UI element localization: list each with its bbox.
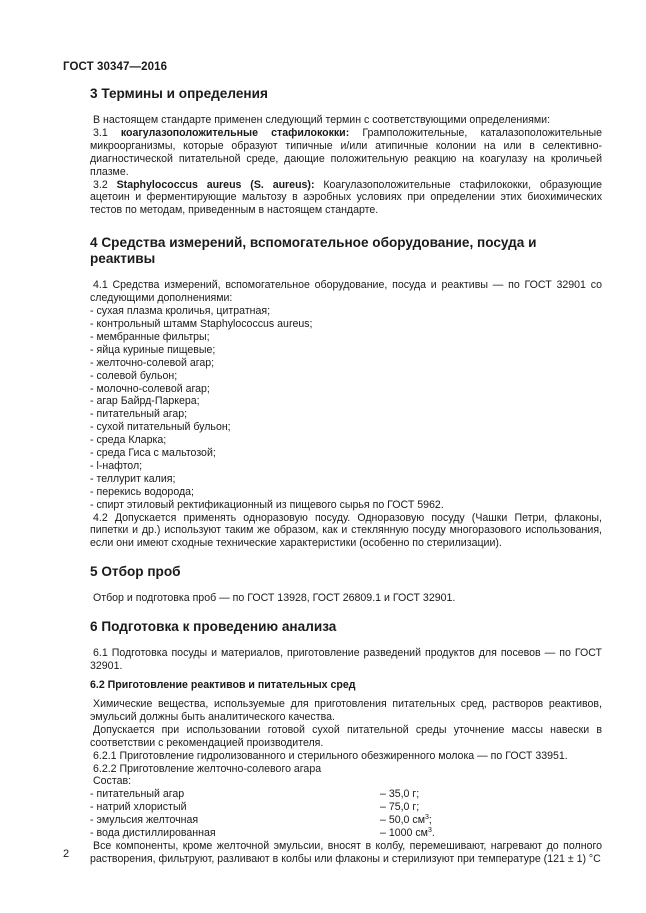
section-6-p5: 6.2.2 Приготовление желточно-солевого агара [93, 762, 322, 775]
document-code: ГОСТ 30347—2016 [63, 61, 168, 73]
document-body [90, 86, 602, 866]
component-amount: – 1000 $см^3$. [380, 827, 435, 840]
page-number: 2 [63, 848, 70, 860]
list-item: - агар Байрд-Паркера; [90, 395, 200, 408]
list-item: - сухая плазма кроличья, цитратная; [90, 305, 271, 318]
section-6-2-heading: 6.2 Приготовление реактивов и питательных сред [90, 679, 356, 691]
list-item: - спирт этиловый ректификационный из пищевого сырья по ГОСТ 5962. [90, 498, 444, 511]
composition-row [90, 788, 602, 801]
component-name: - вода дистиллированная [90, 827, 216, 840]
section-4-heading: 4 Средства измерений, вспомогательное оборудование, посуда и реактивы [90, 235, 537, 267]
component-name: - натрий хлористый [90, 801, 187, 814]
section-5-heading: 5 Отбор проб [90, 564, 181, 580]
term-3-2-text: Коагулазоположительные стафилококки, образующие ацетоин и ферментирующие мальтозу в аэробных условиях при определении этих биохимических тестов по методам, приведенным в настоящем стандарте. [90, 178, 602, 217]
component-amount: – 35,0 г; [380, 788, 420, 801]
section-6-p1: 6.1 Подготовка посуды и материалов, приготовление разведений продуктов для посевов — по ГОСТ 32901. [90, 647, 602, 673]
composition-row [90, 814, 602, 827]
term-3-2-term: Staphylococcus aureus (S. aureus): [116, 178, 315, 191]
list-item: - мембранные фильтры; [90, 330, 210, 343]
section-5-p1: Отбор и подготовка проб — по ГОСТ 13928, ГОСТ 26809.1 и ГОСТ 32901. [93, 592, 456, 605]
list-item: - молочно-солевой агар; [90, 382, 210, 395]
list-item: - l-нафтол; [90, 459, 143, 472]
term-3-1 [90, 127, 602, 179]
component-amount: – 75,0 г; [380, 801, 420, 814]
list-item: - среда Гиса с мальтозой; [90, 447, 216, 460]
composition-row [90, 827, 602, 840]
list-item: - теллурит калия; [90, 472, 176, 485]
term-3-1-text: Грамположительные, каталазоположительные микроорганизмы, которые образуют типичные и/или атипичные колонии на или в селективно-диагностической питательной среде, дающие положительную реакцию на коагулазу на кроличьей плазме. [90, 126, 602, 178]
list-item: - солевой бульон; [90, 369, 178, 382]
composition-table [90, 788, 602, 840]
list-item: - среда Кларка; [90, 434, 167, 447]
equipment-list [90, 305, 602, 512]
section-4-p2: 4.2 Допускается применять одноразовую посуду. Одноразовую посуду (Чашки Петри, флаконы, пипетки и др.) используют таким же образом, как и стеклянную посуду многоразового использования, если они имеют сходные технические характеристики (особенно по стерилизации). [90, 511, 602, 550]
list-item: - яйца куриные пищевые; [90, 343, 216, 356]
component-name: - питательный агар [90, 788, 185, 801]
composition-label: Состав: [93, 775, 132, 788]
component-name: - эмульсия желточная [90, 814, 199, 827]
section-4-p1: 4.1 Средства измерений, вспомогательное оборудование, посуда и реактивы — по ГОСТ 32901 со следующими дополнениями: [90, 279, 602, 305]
section-6-p4: 6.2.1 Приготовление гидролизованного и стерильного обезжиренного молока — по ГОСТ 33951. [93, 749, 568, 762]
list-item: - контрольный штамм Staphylococcus aureus; [90, 317, 313, 330]
section-6-p6: Все компоненты, кроме желточной эмульсии, вносят в колбу, перемешивают, нагревают до полного растворения, фильтруют, разливают в колбы или флаконы и стерилизуют при температуре (121 ± 1) °С [90, 839, 602, 865]
section-6-p3: Допускается при использовании готовой сухой питательной среды уточнение массы навески в соответствии с рекомендацией производителя. [90, 723, 602, 749]
section-3-intro: В настоящем стандарте применен следующий термин с соответствующими определениями: [93, 114, 551, 126]
list-item: - сухой питательный бульон; [90, 421, 231, 434]
section-6-heading: 6 Подготовка к проведению анализа [90, 619, 337, 635]
section-3-heading: 3 Термины и определения [90, 86, 268, 101]
list-item: - желточно-солевой агар; [90, 356, 215, 369]
term-3-1-term: коагулазоположительные стафилококки: [120, 126, 350, 139]
section-6-p2: Химические вещества, используемые для приготовления питательных сред, растворов реактивов, эмульсий должны быть аналитического качества. [90, 698, 602, 723]
term-3-1-num: 3.1 [93, 126, 121, 139]
list-item: - перекись водорода; [90, 485, 195, 498]
term-3-2-num: 3.2 [93, 178, 117, 191]
term-3-2 [90, 179, 602, 218]
component-amount: – 50,0 $см^3$; [380, 814, 432, 827]
list-item: - питательный агар; [90, 408, 188, 421]
composition-row [90, 801, 602, 814]
